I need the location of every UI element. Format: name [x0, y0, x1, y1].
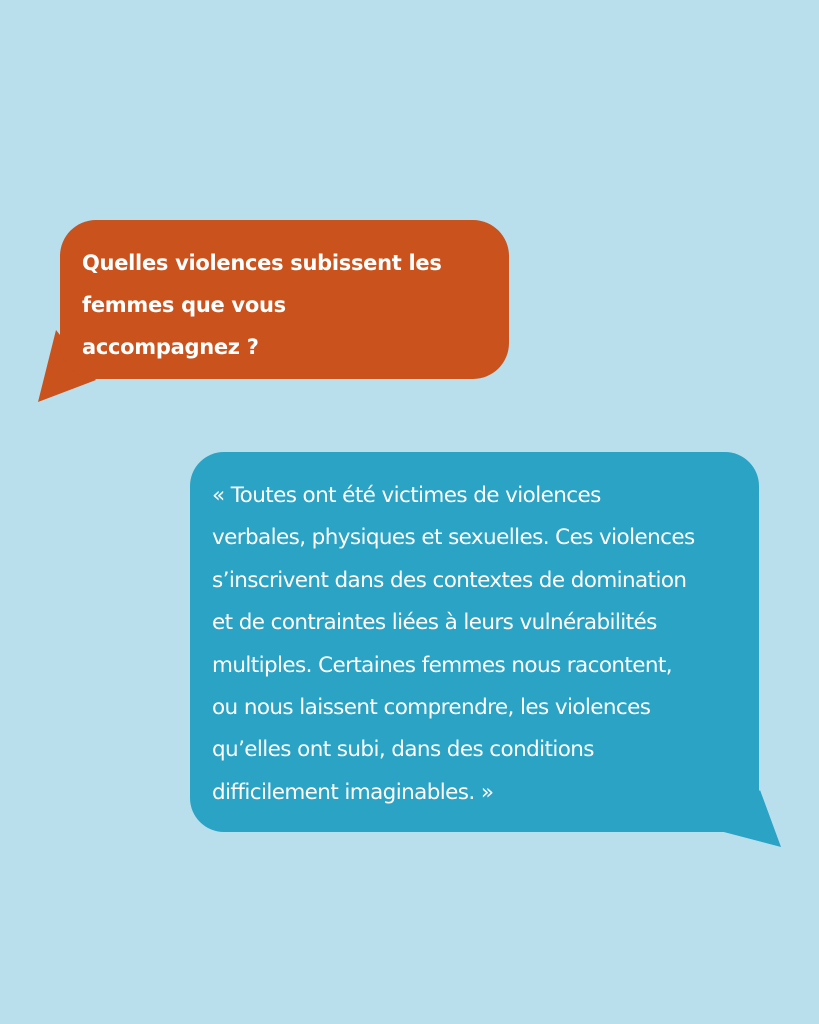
- answer-quote-text: « Toutes ont été victimes de violences verbales, physiques et sexuelles. Ces violences s’inscrivent dans des contextes de domination et de contraintes liées à leurs vulnérabilités multiples. Certaines femmes nous racontent, ou nous laissent comprendre, les violences qu’elles ont subi, dans des conditions difficilement imaginables. »: [212, 483, 695, 805]
- answer-bubble: [190, 452, 759, 832]
- question-bubble: [60, 220, 509, 379]
- question-text: Quelles violences subissent les femmes que vous accompagnez ?: [82, 251, 442, 359]
